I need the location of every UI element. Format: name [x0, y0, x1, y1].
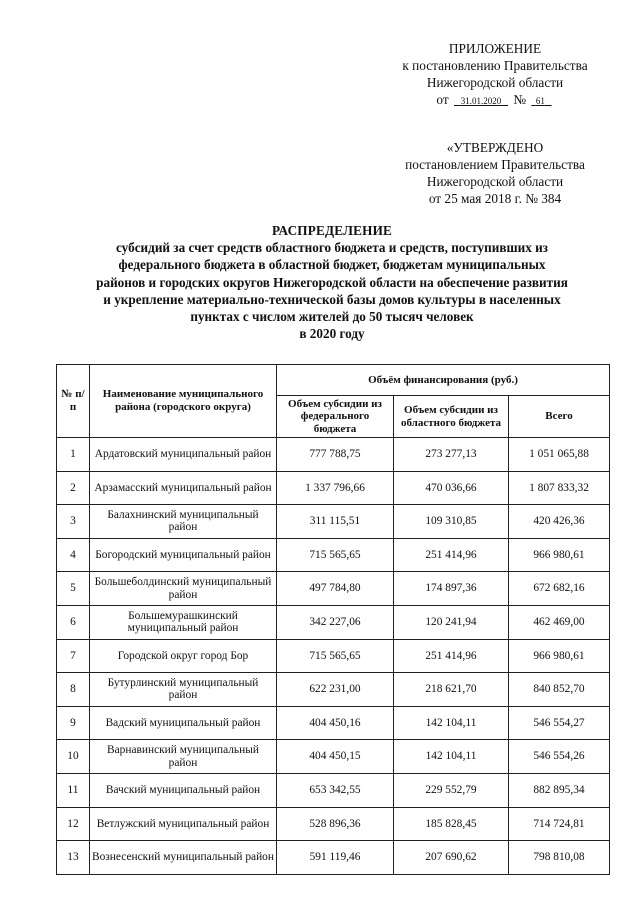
table-row — [57, 807, 610, 841]
row-regional: 218 621,70 — [394, 673, 509, 707]
header-num: № п/п — [57, 365, 90, 438]
row-total: 546 554,27 — [509, 706, 610, 740]
row-regional: 142 104,11 — [394, 706, 509, 740]
appendix-block — [380, 40, 610, 110]
number-label: № — [513, 92, 527, 107]
row-num: 10 — [57, 740, 90, 774]
heading-line-5: пунктах с числом жителей до 50 тысяч человек — [190, 309, 474, 325]
table-row — [57, 438, 610, 472]
heading-line-1: субсидий за счет средств областного бюджета и средств, поступивших из — [116, 240, 548, 256]
row-federal: 622 231,00 — [277, 673, 394, 707]
heading-line-6: в 2020 году — [299, 326, 365, 342]
appendix-date-line — [380, 91, 610, 110]
row-total: 462 469,00 — [509, 605, 610, 639]
table-row — [57, 673, 610, 707]
table-row — [57, 841, 610, 875]
appendix-line-resolution: к постановлению Правительства — [402, 58, 588, 73]
row-total: 672 682,16 — [509, 572, 610, 606]
row-federal: 497 784,80 — [277, 572, 394, 606]
row-total: 1 051 065,88 — [509, 438, 610, 472]
row-regional: 185 828,45 — [394, 807, 509, 841]
row-name: Балахнинский муниципальный район — [90, 505, 277, 539]
header-federal: Объем субсидии из федерального бюджета — [277, 396, 394, 438]
appendix-line-region: Нижегородской области — [426, 75, 564, 90]
row-federal: 311 115,51 — [277, 505, 394, 539]
row-federal: 528 896,36 — [277, 807, 394, 841]
row-name: Городской округ город Бор — [90, 639, 277, 673]
resolution-date: 31.01.2020 — [460, 96, 502, 106]
resolution-number: 61 — [535, 96, 545, 106]
row-total: 798 810,08 — [509, 841, 610, 875]
table-row — [57, 538, 610, 572]
row-federal: 404 450,16 — [277, 706, 394, 740]
row-regional: 251 414,96 — [394, 538, 509, 572]
row-num: 5 — [57, 572, 90, 606]
heading-line-4: и укрепление материально-технической базы домов культуры в населенных — [103, 291, 561, 307]
row-regional: 120 241,94 — [394, 605, 509, 639]
document-heading — [58, 222, 606, 342]
row-name: Варнавинский муниципальный район — [90, 740, 277, 774]
row-total: 1 807 833,32 — [509, 471, 610, 505]
subsidy-table — [56, 364, 610, 875]
row-name: Большеболдинский муниципальный район — [90, 572, 277, 606]
row-regional: 174 897,36 — [394, 572, 509, 606]
row-name: Бутурлинский муниципальный район — [90, 673, 277, 707]
row-federal: 591 119,46 — [277, 841, 394, 875]
row-num: 2 — [57, 471, 90, 505]
row-name: Ветлужский муниципальный район — [90, 807, 277, 841]
heading-line-3: районов и городских округов Нижегородской области на обеспечение развития — [96, 274, 568, 290]
table-row — [57, 505, 610, 539]
row-total: 882 895,34 — [509, 773, 610, 807]
row-total: 546 554,26 — [509, 740, 610, 774]
row-name: Вачский муниципальный район — [90, 773, 277, 807]
table-row — [57, 605, 610, 639]
row-num: 13 — [57, 841, 90, 875]
row-num: 8 — [57, 673, 90, 707]
approved-line-region: Нижегородской области — [426, 174, 564, 189]
approved-line-date: от 25 мая 2018 г. № 384 — [428, 191, 562, 206]
row-name: Богородский муниципальный район — [90, 538, 277, 572]
row-total: 966 980,61 — [509, 538, 610, 572]
row-regional: 142 104,11 — [394, 740, 509, 774]
row-name: Вадский муниципальный район — [90, 706, 277, 740]
row-total: 714 724,81 — [509, 807, 610, 841]
row-total: 420 426,36 — [509, 505, 610, 539]
from-label: от — [436, 92, 449, 107]
approved-line-resolution: постановлением Правительства — [405, 157, 585, 172]
header-total: Всего — [509, 396, 610, 438]
row-regional: 470 036,66 — [394, 471, 509, 505]
row-regional: 109 310,85 — [394, 505, 509, 539]
approved-title: «УТВЕРЖДЕНО — [446, 140, 544, 155]
row-regional: 207 690,62 — [394, 841, 509, 875]
row-federal: 342 227,06 — [277, 605, 394, 639]
header-funding: Объём финансирования (руб.) — [277, 365, 610, 396]
row-name: Вознесенский муниципальный район — [90, 841, 277, 875]
approved-block — [380, 139, 610, 207]
row-num: 11 — [57, 773, 90, 807]
row-name: Большемурашкинский муниципальный район — [90, 605, 277, 639]
row-federal: 1 337 796,66 — [277, 471, 394, 505]
row-name: Арзамасский муниципальный район — [90, 471, 277, 505]
row-num: 1 — [57, 438, 90, 472]
row-federal: 653 342,55 — [277, 773, 394, 807]
table-row — [57, 639, 610, 673]
table-row — [57, 740, 610, 774]
row-total: 966 980,61 — [509, 639, 610, 673]
row-regional: 229 552,79 — [394, 773, 509, 807]
row-num: 9 — [57, 706, 90, 740]
row-regional: 251 414,96 — [394, 639, 509, 673]
row-federal: 404 450,15 — [277, 740, 394, 774]
row-num: 3 — [57, 505, 90, 539]
row-num: 4 — [57, 538, 90, 572]
table-row — [57, 471, 610, 505]
row-name: Ардатовский муниципальный район — [90, 438, 277, 472]
table-row — [57, 706, 610, 740]
header-regional: Объем субсидии из областного бюджета — [394, 396, 509, 438]
row-num: 12 — [57, 807, 90, 841]
row-federal: 715 565,65 — [277, 639, 394, 673]
appendix-title: ПРИЛОЖЕНИЕ — [448, 41, 542, 56]
row-federal: 715 565,65 — [277, 538, 394, 572]
row-total: 840 852,70 — [509, 673, 610, 707]
row-federal: 777 788,75 — [277, 438, 394, 472]
row-num: 7 — [57, 639, 90, 673]
heading-line-2: федерального бюджета в областной бюджет, бюджетам муниципальных — [118, 257, 546, 273]
heading-title: РАСПРЕДЕЛЕНИЕ — [271, 223, 393, 238]
header-name: Наименование муниципального района (городского округа) — [90, 365, 277, 438]
row-num: 6 — [57, 605, 90, 639]
table-row — [57, 773, 610, 807]
row-regional: 273 277,13 — [394, 438, 509, 472]
table-row — [57, 572, 610, 606]
